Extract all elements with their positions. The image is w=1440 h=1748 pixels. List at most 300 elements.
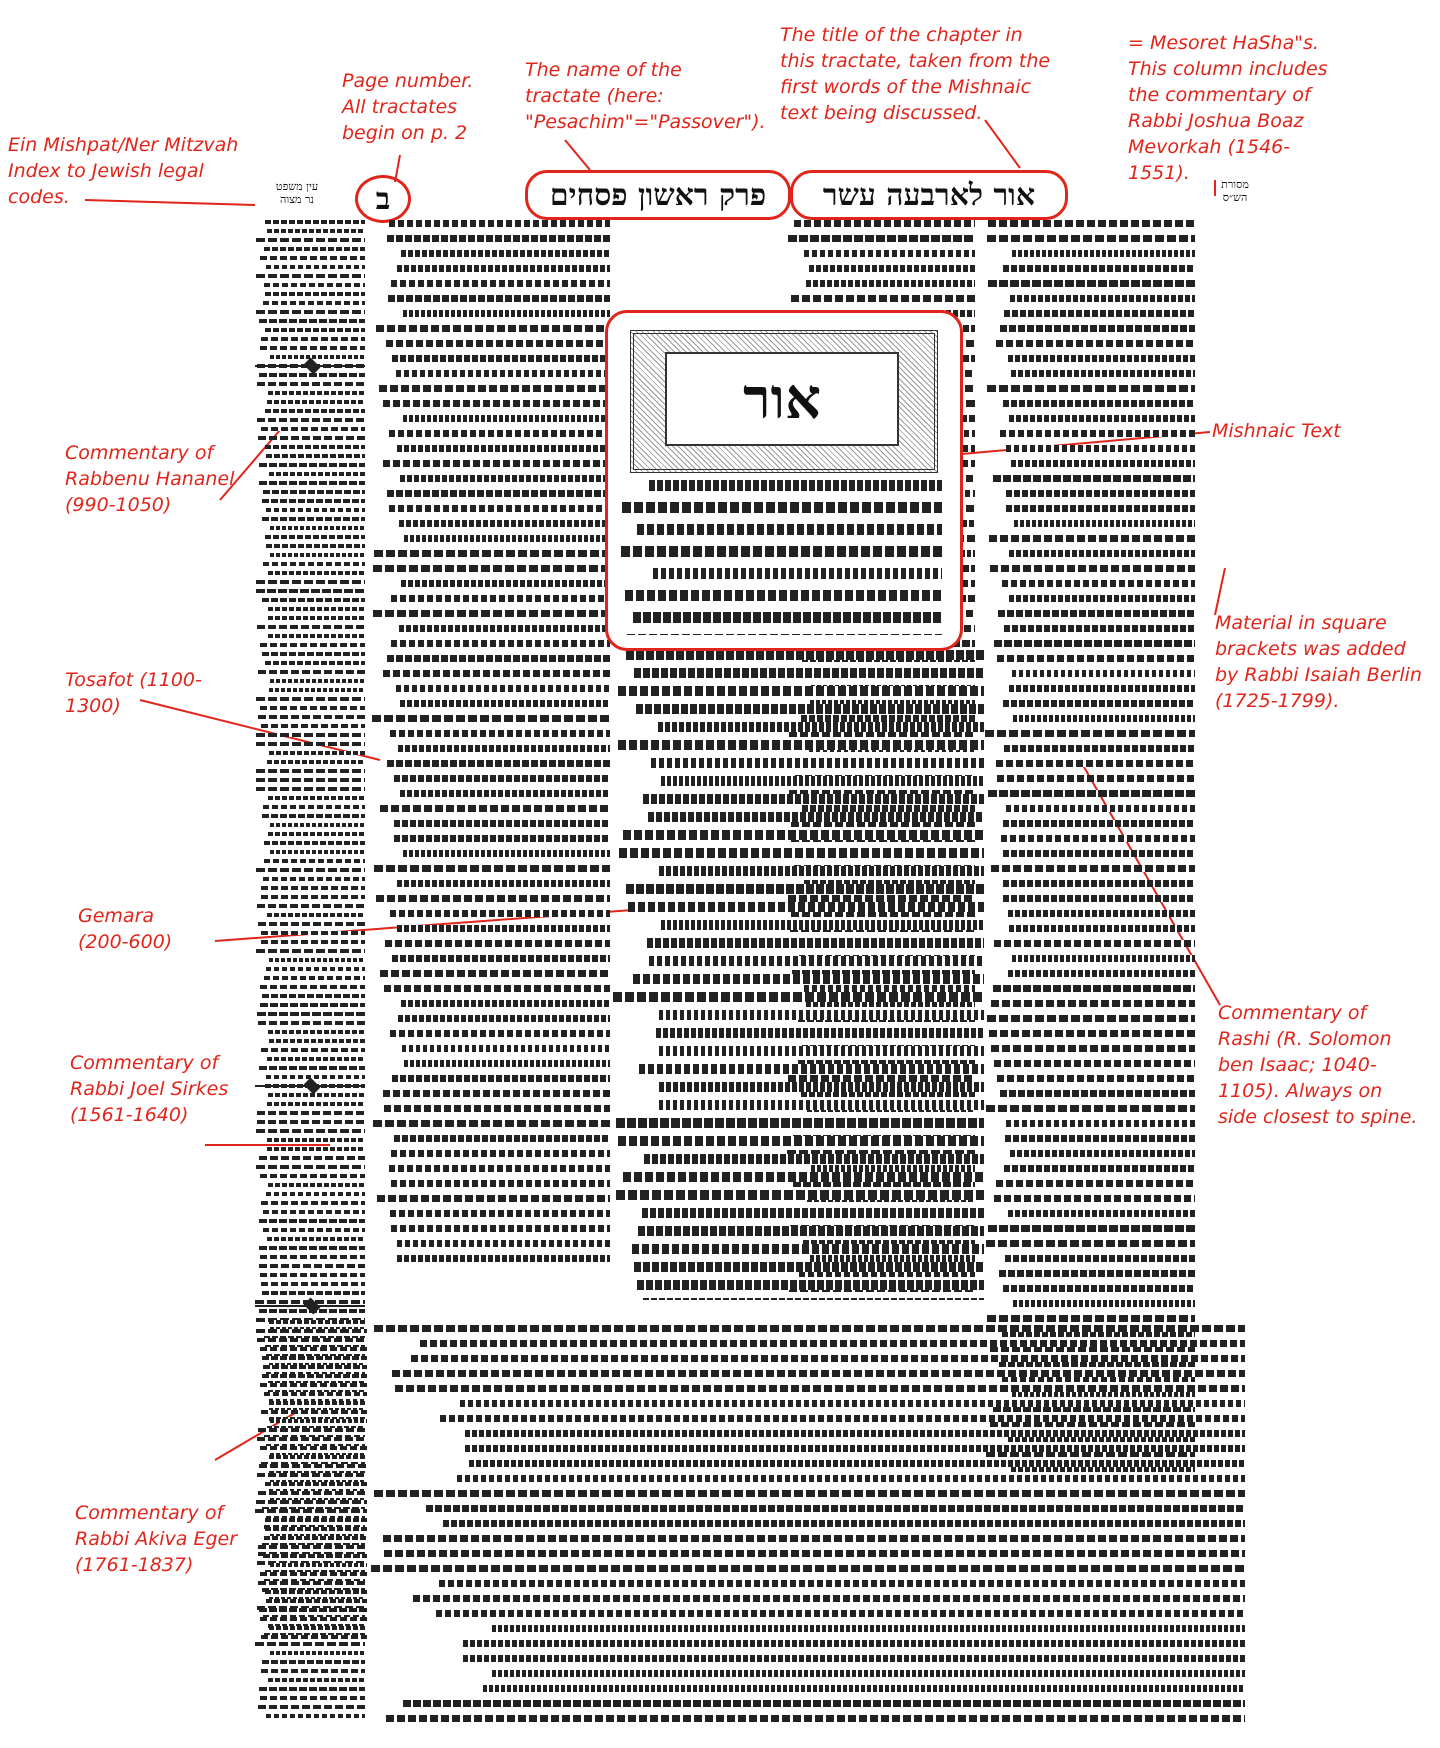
ein-mishpat-label: עין משפט נר מצוה	[275, 180, 319, 206]
text-line	[1014, 520, 1195, 527]
text-line	[1000, 325, 1195, 332]
text-line	[1003, 1285, 1195, 1292]
text-line	[265, 292, 365, 296]
text-line	[268, 634, 365, 638]
text-line	[400, 790, 610, 797]
text-line	[267, 400, 365, 404]
text-line	[258, 922, 365, 926]
text-line	[257, 904, 365, 908]
text-line	[256, 310, 365, 314]
text-line	[1012, 670, 1195, 677]
text-line	[260, 1383, 367, 1387]
text-line	[269, 472, 365, 476]
text-line	[267, 1147, 365, 1151]
mishna-text	[620, 480, 942, 635]
text-line	[989, 1030, 1195, 1037]
text-line	[1003, 265, 1195, 272]
text-line	[1006, 1120, 1195, 1127]
text-line	[263, 877, 365, 881]
text-line	[985, 730, 1195, 737]
text-line	[269, 1320, 367, 1324]
text-line	[269, 1401, 367, 1405]
side-commentary-lower	[255, 1320, 367, 1640]
text-line	[628, 902, 984, 912]
text-line	[261, 1635, 367, 1639]
text-line	[1009, 595, 1195, 602]
text-line	[397, 880, 610, 887]
text-line	[384, 1105, 610, 1112]
text-line	[991, 865, 1195, 872]
text-line	[391, 595, 610, 602]
text-line	[994, 940, 1195, 947]
text-line	[397, 445, 610, 452]
text-line	[990, 565, 1195, 572]
text-line	[809, 265, 975, 272]
text-line	[439, 1580, 1245, 1587]
annotation-page-number: Page number. All tractates begin on p. 2	[342, 70, 474, 144]
text-line	[261, 724, 365, 728]
text-line	[392, 355, 610, 362]
text-line	[256, 1129, 365, 1133]
text-line	[270, 823, 365, 827]
text-line	[636, 704, 984, 714]
text-line	[387, 655, 610, 662]
text-line	[643, 1298, 984, 1300]
text-line	[257, 418, 365, 422]
text-line	[460, 1400, 1245, 1407]
text-line	[383, 1535, 1245, 1542]
text-line	[465, 1430, 1245, 1437]
text-line	[260, 1273, 365, 1277]
text-line	[998, 610, 1195, 617]
text-line	[1004, 1165, 1195, 1172]
text-line	[986, 1105, 1195, 1112]
text-line	[266, 544, 365, 548]
text-line	[256, 778, 365, 782]
text-line	[420, 1340, 1245, 1347]
text-line	[267, 1237, 365, 1241]
text-line	[394, 820, 610, 827]
text-line	[265, 1590, 367, 1594]
text-line	[257, 1111, 365, 1115]
text-line	[1005, 1255, 1195, 1262]
annotation-mesoret: = Mesoret HaSha"s. This column includes the commentary of Rabbi Joshua Boaz Mevorkah (1546- 1551).	[1128, 32, 1328, 184]
text-line	[260, 346, 365, 350]
text-line	[492, 1625, 1245, 1632]
text-line	[260, 1174, 365, 1178]
text-line	[1000, 1090, 1195, 1097]
text-line	[261, 337, 365, 341]
text-line	[268, 571, 365, 575]
text-line	[262, 652, 365, 656]
text-line	[266, 454, 365, 458]
text-line	[258, 715, 365, 719]
text-line	[259, 1066, 365, 1070]
text-line	[633, 612, 942, 623]
text-line	[396, 685, 610, 692]
text-line	[262, 499, 365, 503]
text-line	[256, 742, 365, 746]
text-line	[463, 1655, 1245, 1662]
annotation-square-brackets: Material in square brackets was added by Rabbi Isaiah Berlin (1725-1799).	[1215, 612, 1422, 712]
text-line	[1003, 820, 1195, 827]
divider-1	[255, 365, 365, 367]
text-line	[987, 235, 1195, 242]
text-line	[987, 1015, 1195, 1022]
text-line	[426, 1505, 1245, 1512]
text-line	[639, 1064, 984, 1074]
text-line	[264, 283, 365, 287]
text-line	[386, 340, 610, 347]
text-line	[259, 1464, 367, 1468]
text-line	[1006, 445, 1195, 452]
text-line	[1004, 310, 1195, 317]
text-line	[1000, 430, 1195, 437]
text-line	[469, 1460, 1245, 1467]
text-line	[261, 931, 365, 935]
text-line	[623, 830, 984, 840]
text-line	[401, 1000, 610, 1007]
text-line	[255, 1642, 365, 1646]
text-line	[999, 1270, 1195, 1277]
page-number: ב	[355, 175, 411, 223]
text-line	[397, 1255, 610, 1262]
text-line	[266, 1599, 367, 1603]
text-line	[264, 1392, 367, 1396]
text-line	[661, 920, 984, 930]
text-line	[262, 814, 365, 818]
text-line	[988, 220, 1195, 227]
text-line	[256, 580, 365, 584]
text-line	[659, 866, 984, 876]
mesoret-label: מסורת הש״ס	[1221, 178, 1249, 204]
text-line	[260, 256, 365, 260]
text-line	[258, 1581, 367, 1585]
text-line	[465, 1445, 1245, 1452]
text-line	[269, 958, 365, 962]
text-line	[400, 700, 610, 707]
text-line	[265, 328, 365, 332]
text-line	[266, 1714, 365, 1718]
text-line	[267, 229, 365, 233]
text-line	[261, 886, 365, 890]
text-line	[260, 1347, 367, 1351]
mishna-headword: אור	[665, 352, 899, 446]
text-line	[268, 391, 365, 395]
text-line	[257, 1120, 365, 1124]
text-line	[997, 1075, 1195, 1082]
text-line	[644, 1154, 984, 1164]
text-line	[402, 1045, 610, 1052]
text-line	[622, 502, 942, 513]
gemara-column	[612, 650, 984, 1300]
text-line	[1006, 805, 1195, 812]
text-line	[403, 850, 610, 857]
annotation-tractate-name: The name of the tractate (here: "Pesachim"="Passover").	[525, 59, 766, 133]
text-line	[374, 1325, 1245, 1332]
text-line	[457, 1475, 1245, 1482]
text-line	[256, 274, 365, 278]
text-line	[257, 382, 365, 386]
text-line	[257, 1473, 367, 1477]
text-line	[483, 1685, 1245, 1692]
text-line	[263, 1228, 365, 1232]
text-line	[390, 1030, 610, 1037]
text-line	[256, 1500, 367, 1504]
text-line	[263, 490, 365, 494]
text-line	[1013, 1300, 1195, 1307]
text-line	[401, 250, 610, 257]
text-line	[258, 1428, 367, 1432]
text-line	[616, 1118, 984, 1128]
text-line	[260, 1003, 365, 1007]
text-line	[262, 517, 365, 521]
text-line	[403, 310, 610, 317]
text-line	[791, 295, 975, 302]
text-line	[256, 868, 365, 872]
chapter-title-header: אור לארבעה עשר	[790, 170, 1068, 220]
text-line	[395, 1385, 1245, 1392]
text-line	[399, 625, 610, 632]
leader-brackets	[1215, 568, 1225, 615]
text-line	[618, 686, 984, 696]
text-line	[997, 775, 1195, 782]
text-line	[1008, 355, 1195, 362]
text-line	[263, 1554, 367, 1558]
text-line	[266, 1075, 365, 1079]
text-line	[387, 235, 610, 242]
text-line	[270, 355, 365, 359]
text-line	[616, 1190, 984, 1200]
text-line	[1004, 625, 1195, 632]
text-line	[436, 1610, 1245, 1617]
text-line	[258, 1021, 365, 1025]
text-line	[389, 220, 610, 227]
text-line	[399, 520, 610, 527]
text-line	[994, 1195, 1195, 1202]
text-line	[1005, 1135, 1195, 1142]
text-line	[265, 409, 365, 413]
text-line	[260, 1617, 367, 1621]
text-line	[443, 1520, 1245, 1527]
text-line	[268, 832, 365, 836]
text-line	[264, 1536, 367, 1540]
text-line	[658, 722, 984, 732]
text-line	[1009, 415, 1195, 422]
text-line	[258, 436, 365, 440]
text-line	[255, 1509, 367, 1513]
mesoret-column	[985, 220, 1195, 1480]
tractate-chapter-header: פרק ראשון פסחים	[525, 170, 791, 220]
text-line	[651, 758, 984, 768]
text-line	[806, 280, 975, 287]
text-line	[263, 301, 365, 305]
text-line	[623, 1172, 984, 1182]
text-line	[390, 1210, 610, 1217]
text-line	[656, 1028, 984, 1038]
text-line	[404, 1060, 610, 1067]
text-line	[804, 250, 975, 257]
text-line	[267, 1138, 365, 1142]
text-line	[257, 1437, 367, 1441]
text-line	[374, 550, 610, 557]
text-line	[266, 1192, 365, 1196]
text-line	[404, 535, 610, 542]
text-line	[396, 370, 610, 377]
text-line	[265, 1482, 367, 1486]
text-line	[1003, 700, 1195, 707]
text-line	[372, 715, 610, 722]
text-line	[267, 1102, 365, 1106]
annotation-rabbenu-hananel: Commentary of Rabbenu Hananel (990-1050)	[65, 442, 235, 516]
text-line	[270, 1651, 365, 1655]
text-line	[258, 1705, 365, 1709]
text-line	[257, 1338, 367, 1342]
text-line	[649, 956, 984, 966]
text-line	[996, 340, 1195, 347]
text-line	[661, 776, 984, 786]
text-line	[397, 1240, 610, 1247]
text-line	[265, 220, 365, 224]
text-line	[987, 1315, 1195, 1322]
text-line	[260, 643, 365, 647]
text-line	[648, 812, 984, 822]
text-line	[270, 553, 365, 557]
text-line	[398, 1015, 610, 1022]
text-line	[392, 1370, 1245, 1377]
text-line	[643, 794, 984, 804]
text-line	[385, 940, 610, 947]
text-line	[1010, 1150, 1195, 1157]
text-line	[268, 1093, 365, 1097]
text-line	[261, 940, 365, 944]
text-line	[1003, 400, 1195, 407]
text-line	[371, 1565, 1245, 1572]
text-line	[1003, 895, 1195, 902]
text-line	[634, 668, 984, 678]
text-line	[627, 634, 942, 635]
text-line	[265, 535, 365, 539]
text-line	[259, 481, 365, 485]
text-line	[988, 790, 1195, 797]
text-line	[986, 1240, 1195, 1247]
divider-3	[255, 1305, 365, 1307]
text-line	[260, 1255, 365, 1259]
text-line	[267, 760, 365, 764]
text-line	[266, 265, 365, 269]
text-line	[394, 835, 610, 842]
text-line	[391, 640, 610, 647]
text-line	[256, 733, 365, 737]
text-line	[269, 751, 365, 755]
text-line	[256, 949, 365, 953]
text-line	[1012, 250, 1195, 257]
text-line	[261, 1282, 365, 1286]
text-line	[259, 1246, 365, 1250]
text-line	[265, 445, 365, 449]
text-line	[1004, 745, 1195, 752]
text-line	[394, 1135, 610, 1142]
text-line	[634, 1262, 984, 1272]
text-line	[259, 1219, 365, 1223]
text-line	[269, 1626, 367, 1630]
text-line	[268, 1183, 365, 1187]
text-line	[994, 1060, 1195, 1067]
text-line	[269, 688, 365, 692]
text-line	[270, 679, 365, 683]
text-line	[256, 787, 365, 791]
text-line	[1008, 1210, 1195, 1217]
text-line	[397, 265, 610, 272]
text-line	[492, 1670, 1245, 1677]
text-line	[659, 1100, 984, 1110]
text-line	[1010, 295, 1195, 302]
text-line	[619, 848, 984, 858]
text-line	[991, 1045, 1195, 1052]
text-line	[996, 760, 1195, 767]
text-line	[993, 985, 1195, 992]
text-line	[270, 850, 365, 854]
text-line	[1002, 580, 1195, 587]
text-line	[267, 1057, 365, 1061]
text-line	[403, 415, 610, 422]
text-line	[374, 1490, 1245, 1497]
text-line	[647, 938, 984, 948]
text-line	[266, 967, 365, 971]
text-line	[1009, 685, 1195, 692]
leader-tractate	[565, 140, 590, 170]
text-line	[621, 546, 942, 557]
text-line	[268, 607, 365, 611]
text-line	[260, 1696, 365, 1700]
text-line	[400, 475, 610, 482]
text-line	[403, 1700, 1245, 1707]
text-line	[390, 910, 610, 917]
text-line	[259, 319, 365, 323]
text-line	[626, 884, 984, 894]
text-line	[387, 490, 610, 497]
annotation-akiva-eger: Commentary of Rabbi Akiva Eger (1761-1837)	[75, 1502, 238, 1576]
text-line	[261, 895, 365, 899]
text-line	[380, 805, 610, 812]
text-line	[262, 1660, 365, 1664]
text-line	[384, 1550, 1245, 1557]
rashi-column	[372, 220, 610, 1270]
text-line	[391, 280, 610, 287]
text-line	[261, 427, 365, 431]
text-line	[258, 1491, 367, 1495]
text-line	[392, 955, 610, 962]
text-line	[383, 400, 610, 407]
text-line	[265, 1527, 367, 1531]
text-line	[391, 1150, 610, 1157]
text-line	[258, 670, 365, 674]
text-line	[1008, 970, 1195, 977]
text-line	[388, 295, 610, 302]
annotation-joel-sirkes: Commentary of Rabbi Joel Sirkes (1561-1640)	[70, 1052, 229, 1126]
leader-chapter	[985, 120, 1020, 168]
text-line	[259, 1687, 365, 1691]
text-line	[262, 598, 365, 602]
text-line	[374, 865, 610, 872]
annotation-rashi: Commentary of Rashi (R. Solomon ben Isaac; 1040- 1105). Always on side closest to spine.	[1218, 1002, 1418, 1128]
text-line	[262, 1291, 365, 1295]
text-line	[259, 1264, 365, 1268]
text-line	[264, 841, 365, 845]
text-line	[267, 913, 365, 917]
text-line	[268, 1030, 365, 1034]
text-line	[260, 706, 365, 710]
